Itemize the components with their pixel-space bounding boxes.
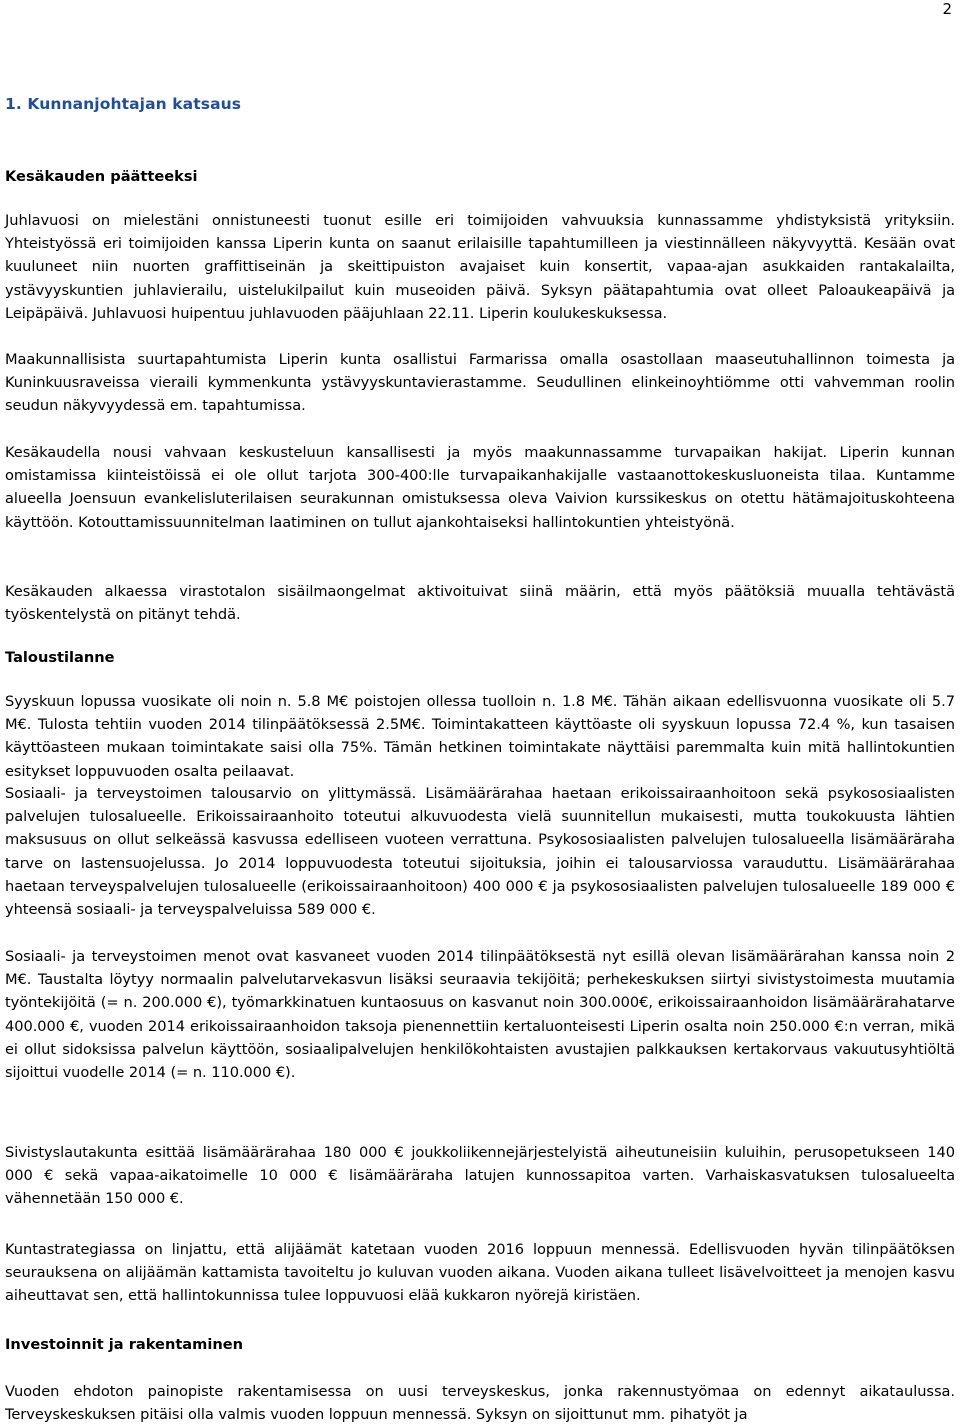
paragraph-finance-4: Sivistyslautakunta esittää lisämäärärahaa 180 000 € joukkoliikennejärjestelyistä aiheutuneisiin kuluihin, perusopetukseen 140 000 € sekä vapaa-aikatoimelle 10 000 € lisämääräraha latujen kunnossapitoa varten. Varhaiskasvatuksen tulosalueelta vähennetään 150 000 €. <box>5 1144 955 1208</box>
section-title-investments: Investoinnit ja rakentaminen <box>5 1336 244 1353</box>
paragraph-summer-2: Maakunnallisista suurtapahtumista Liperin kunta osallistui Farmarissa omalla osastollaan maaseutuhallinnon toimesta ja Kuninkuusraveissa vieraili kymmenkunta ystävyyskuntavierastamme. Seudullinen elinkeinoyhtiömme otti vahvemman roolin seudun näkyvyydessä em. tapahtumissa. <box>5 351 955 415</box>
paragraph-summer-4: Kesäkauden alkaessa virastotalon sisäilmaongelmat aktivoituivat siinä määrin, että myös päätöksiä muualla tehtävästä työskentelystä on pitänyt tehdä. <box>5 583 955 624</box>
section-title-finance: Taloustilanne <box>5 649 115 666</box>
paragraph-finance-2: Sosiaali- ja terveystoimen talousarvio on ylittymässä. Lisämäärärahaa haetaan erikoissairaanhoitoon sekä psykososiaalisten palvelujen tulosalueelle. Erikoissairaanhoito toteutui alkuvuodesta vielä suunnitellun mukaisesti, mutta toukokuusta lähtien maksusuus on ollut selkeässä kasvussa edelliseen vuoteen verrattuna. Psykososiaalisten palvelujen tulosalueella lisämääräraha tarve on lastensuojelussa. Jo 2014 loppuvuodesta toteutui sijoituksia, joihin ei talousarviossa varauduttu. Lisämäärärahaa haetaan terveyspalvelujen tulosalueelle (erikoissairaanhoitoon) 400 000 € ja psykososiaalisten palvelujen tulosalueelle 189 000 € yhteensä sosiaali- ja terveyspalveluissa 589 000 €. <box>5 785 955 919</box>
paragraph-summer-1: Juhlavuosi on mielestäni onnistuneesti tuonut esille eri toimijoiden vahvuuksia kunnassamme yhdistyksistä yrityksiin. Yhteistyössä eri toimijoiden kanssa Liperin kunta on saanut erilaisille tapahtumilleen ja viestinnälleen näkyvyyttä. Kesään ovat kuuluneet niin nuorten graffittiseinän ja skeittipuiston avajaiset kuin konsertit, vapaa-ajan asukkaiden rantakalailta, ystävyyskuntien juhlavierailu, uistelukilpailut kuin museoiden päivä. Syksyn päätapahtumia ovat olleet Paloaukeapäivä ja Leipäpäivä. Juhlavuosi huipentuu juhlavuoden pääjuhlaan 22.11. Liperin koulukeskuksessa. <box>5 212 955 322</box>
paragraph-investments-1: Vuoden ehdoton painopiste rakentamisessa on uusi terveyskeskus, jonka rakennustyömaa on edennyt aikataulussa. Terveyskeskuksen pitäisi olla valmis vuoden loppuun mennessä. Syksyn on sijoittunut mm. pihatyöt ja <box>5 1383 955 1424</box>
paragraph-summer-3: Kesäkaudella nousi vahvaan keskusteluun kansallisesti ja myös maakunnassamme turvapaikan hakijat. Liperin kunnan omistamissa kiinteistöissä ei ole ollut tarjota 300-400:lle turvapaikanhakijalle vastaanottokeskusluoneista tilaa. Kuntamme alueella Joensuun evankelisluterilaisen seurakunnan omistuksessa oleva Vaivion kurssikeskus on otettu hätämajoituskohteena käyttöön. Kotouttamissuunnitelman laatiminen on tullut ajankohtaiseksi hallintokuntien yhteistyönä. <box>5 444 955 531</box>
paragraph-finance-5: Kuntastrategiassa on linjattu, että alijäämät katetaan vuoden 2016 loppuun mennessä. Edellisvuoden hyvän tilinpäätöksen seurauksena on alijäämän kattamista tavoiteltu jo kuluvan vuoden aikana. Vuoden aikana tulleet lisävelvoitteet ja menojen kasvu aiheuttavat sen, että hallintokunnissa tulee loppuvuosi elää kukkaron nyörejä kiristäen. <box>5 1241 955 1305</box>
section-title-summer: Kesäkauden päätteeksi <box>5 168 198 185</box>
chapter-title: 1. Kunnanjohtajan katsaus <box>5 95 242 113</box>
paragraph-finance-1: Syyskuun lopussa vuosikate oli noin n. 5.8 M€ poistojen ollessa tuolloin n. 1.8 M€. Tähän aikaan edellisvuonna vuosikate oli 5.7 M€. Tulosta tehtiin vuoden 2014 tilinpäätöksessä 2.5M€. Toimintakatteen käyttöaste oli syyskuun lopussa 72.4 %, kun tasaisen käyttöasteen mukaan toimintakate saisi olla 75%. Tämän hetkinen toimintakate näyttäisi paremmalta kuin mitä hallintokuntien esitykset loppuvuoden osalta peilaavat. <box>5 693 955 780</box>
paragraph-finance-3: Sosiaali- ja terveystoimen menot ovat kasvaneet vuoden 2014 tilinpäätöksestä nyt esillä olevan lisämäärärahan kanssa noin 2 M€. Taustalta löytyy normaalin palvelutarvekasvun lisäksi seuraavia tekijöitä; perhekeskuksen siirtyi sivistystoimesta muutamia työntekijöitä (= n. 200.000 €), työmarkkinatuen kuntaosuus on kasvanut noin 300.000€, erikoissairaanhoidon lisämäärärahatarve 400.000 €, vuoden 2014 erikoissairaanhoidon taksoja pienennettiin kertaluonteisesti Liperin osalta noin 250.000 €:n verran, mikä ei ollut sidoksissa palvelun käyttöön, sosiaalipalvelujen henkilökohtaisten avustajien palkkauksen kertakorvaus vakuutusyhtiöltä sijoittui vuodelle 2014 (= n. 110.000 €). <box>5 948 955 1082</box>
page-number: 2 <box>942 0 952 18</box>
